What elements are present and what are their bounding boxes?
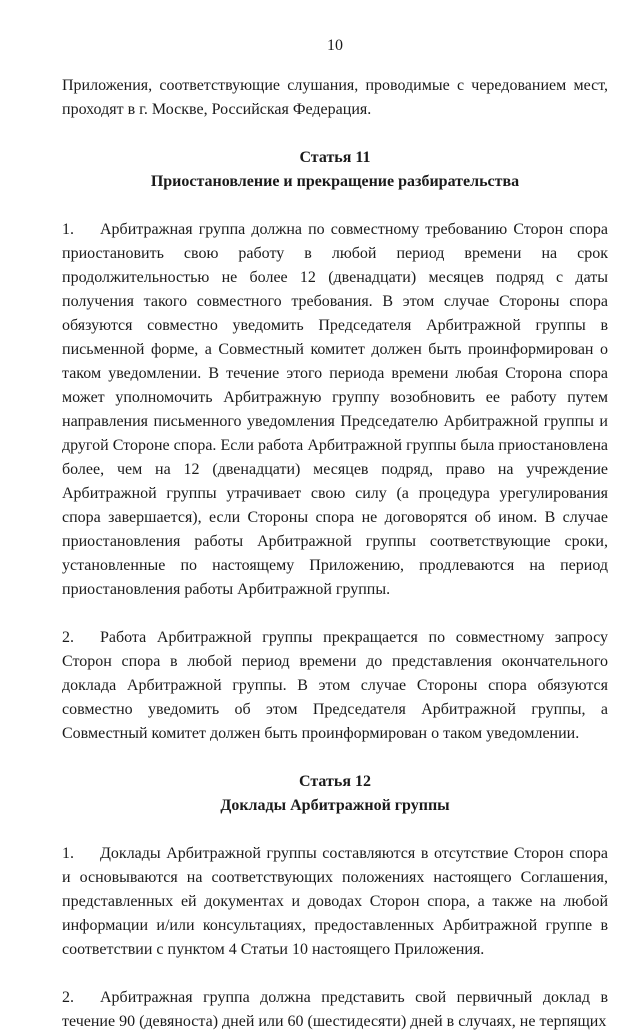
article-11-subtitle: Приостановление и прекращение разбирательства (150, 173, 520, 190)
item-text: Арбитражная группа должна по совместному требованию Сторон спора приостановить свою работу в любой период времени на срок продолжительностью не более 12 (двенадцати) месяцев подряд с даты получения такого совместного требования. В этом случае Стороны спора обязуются совместно уведомить Председателя Арбитражной группы в письменной форме, а Совместный комитет должен быть проинформирован о таком уведомлении. В течение этого периода времени любая Сторона спора может уполномочить Арбитражную группу возобновить ее работу путем направления письменного уведомления Председателю Арбитражной группы и другой Стороне спора. Если работа Арбитражной группы была приостановлена более, чем на 12 (двенадцати) месяцев подряд, право на учреждение Арбитражной группы утрачивает свою силу (а процедура урегулирования спора завершается), если Стороны спора не договорятся об ином. В случае приостановления работы Арбитражной группы соответствующие сроки, установленные по настоящему Приложению, продлеваются на период приостановления работы Арбитражной группы. (62, 221, 608, 598)
article-11-item-2 (62, 626, 608, 746)
intro-paragraph: Приложения, соответствующие слушания, проводимые с чередованием мест, проходят в г. Москве, Российская Федерация. (62, 77, 608, 118)
item-number: 1. (62, 221, 74, 238)
item-number: 2. (62, 629, 74, 646)
item-text: Работа Арбитражной группы прекращается по совместному запросу Сторон спора в любой период времени до представления окончательного доклада Арбитражной группы. В этом случае Стороны спора обязуются совместно уведомить об этом Председателя Арбитражной группы, а Совместный комитет должен быть проинформирован о таком уведомлении. (62, 629, 608, 742)
item-number: 1. (62, 845, 74, 862)
article-11-item-1 (62, 218, 608, 602)
item-text: Арбитражная группа должна представить свой первичный доклад в течение 90 (девяноста) дней или 60 (шестидесяти) дней в случаях, не терпящих (62, 989, 608, 1030)
article-11-title: Статья 11 (299, 149, 371, 166)
article-12-title: Статья 12 (299, 773, 371, 790)
article-12-item-1 (62, 842, 608, 962)
item-text: Доклады Арбитражной группы составляются в отсутствие Сторон спора и основываются на соответствующих положениях настоящего Соглашения, представленных ей документах и доводах Сторон спора, а также на любой информации и/или консультациях, предоставленных Арбитражной группе в соответствии с пунктом 4 Статьи 10 настоящего Приложения. (62, 845, 608, 958)
article-12-item-2 (62, 986, 608, 1034)
item-number: 2. (62, 989, 74, 1006)
page-number: 10 (327, 37, 343, 54)
article-12-subtitle: Доклады Арбитражной группы (220, 797, 450, 814)
